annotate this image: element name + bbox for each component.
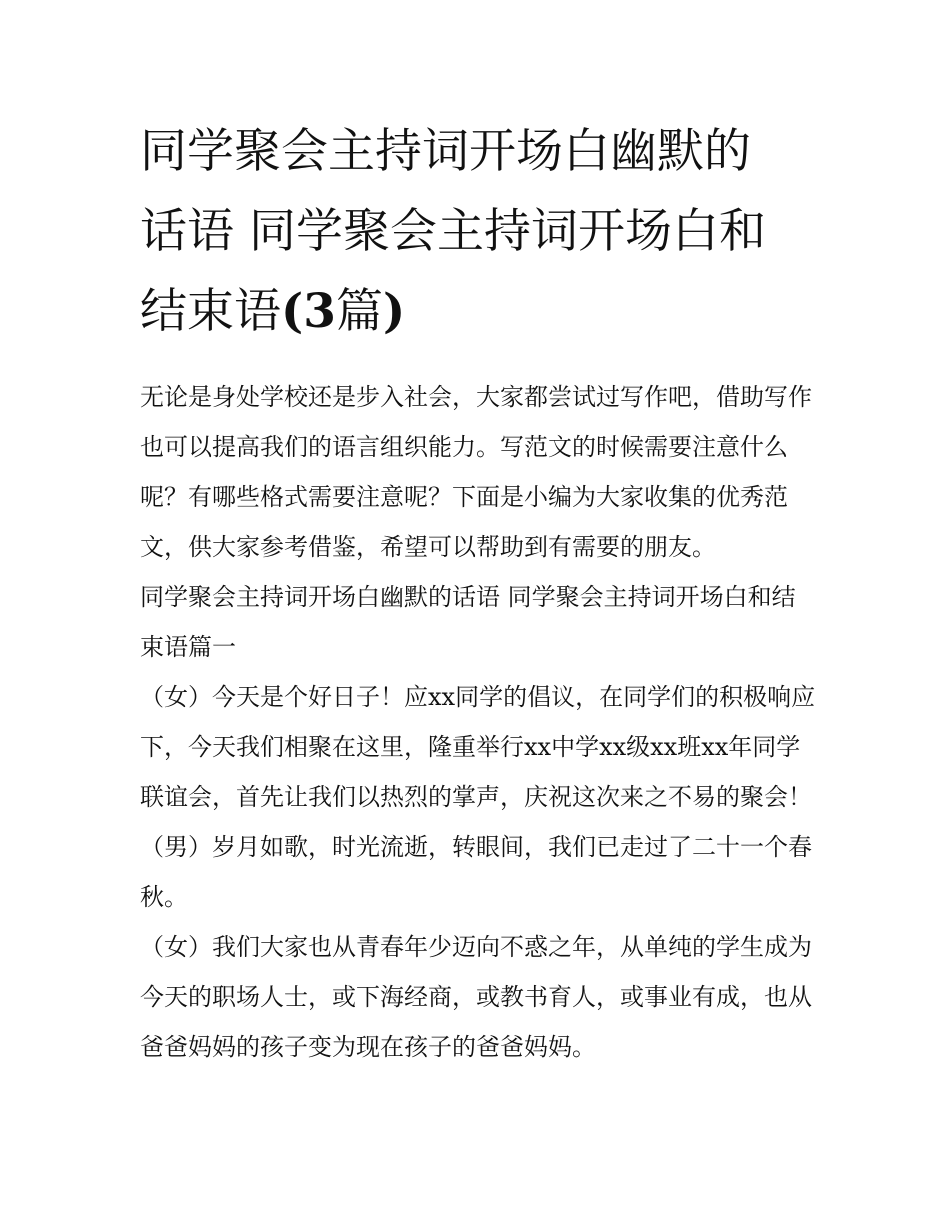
title-line-3-pre: 结束语 — [140, 284, 281, 339]
title-line-2: 话语 同学聚会主持词开场白和 — [140, 204, 766, 259]
document-title — [140, 112, 818, 352]
document-page — [140, 112, 818, 1072]
section-heading: 同学聚会主持词开场白幽默的话语 同学聚会主持词开场白和结束语篇一 — [140, 583, 796, 661]
title-line-1: 同学聚会主持词开场白幽默的 — [140, 124, 751, 179]
body-paragraph-1: （女）今天是个好日子！应xx同学的倡议，在同学们的积极响应下，今天我们相聚在这里，隆重举行xx中学xx级xx班xx年同学联谊会，首先让我们以热烈的掌声，庆祝这次来之不易的聚会！ — [140, 683, 816, 811]
title-line-3-mid: 篇 — [335, 284, 383, 339]
title-line-3-post: ) — [382, 284, 406, 339]
intro-paragraph: 无论是身处学校还是步入社会，大家都尝试过写作吧，借助写作也可以提高我们的语言组织能力。写范文的时候需要注意什么呢？有哪些格式需要注意呢？下面是小编为大家收集的优秀范文，供大家参考借鉴，希望可以帮助到有需要的朋友。 — [140, 383, 812, 561]
body-paragraph-3: （女）我们大家也从青春年少迈向不惑之年，从单纯的学生成为今天的职场人士，或下海经商，或教书育人，或事业有成，也从爸爸妈妈的孩子变为现在孩子的爸爸妈妈。 — [140, 933, 812, 1061]
title-line-3-bold: (3 — [281, 284, 336, 339]
body-paragraph-2: （男）岁月如歌，时光流逝，转眼间，我们已走过了二十一个春秋。 — [140, 833, 812, 911]
